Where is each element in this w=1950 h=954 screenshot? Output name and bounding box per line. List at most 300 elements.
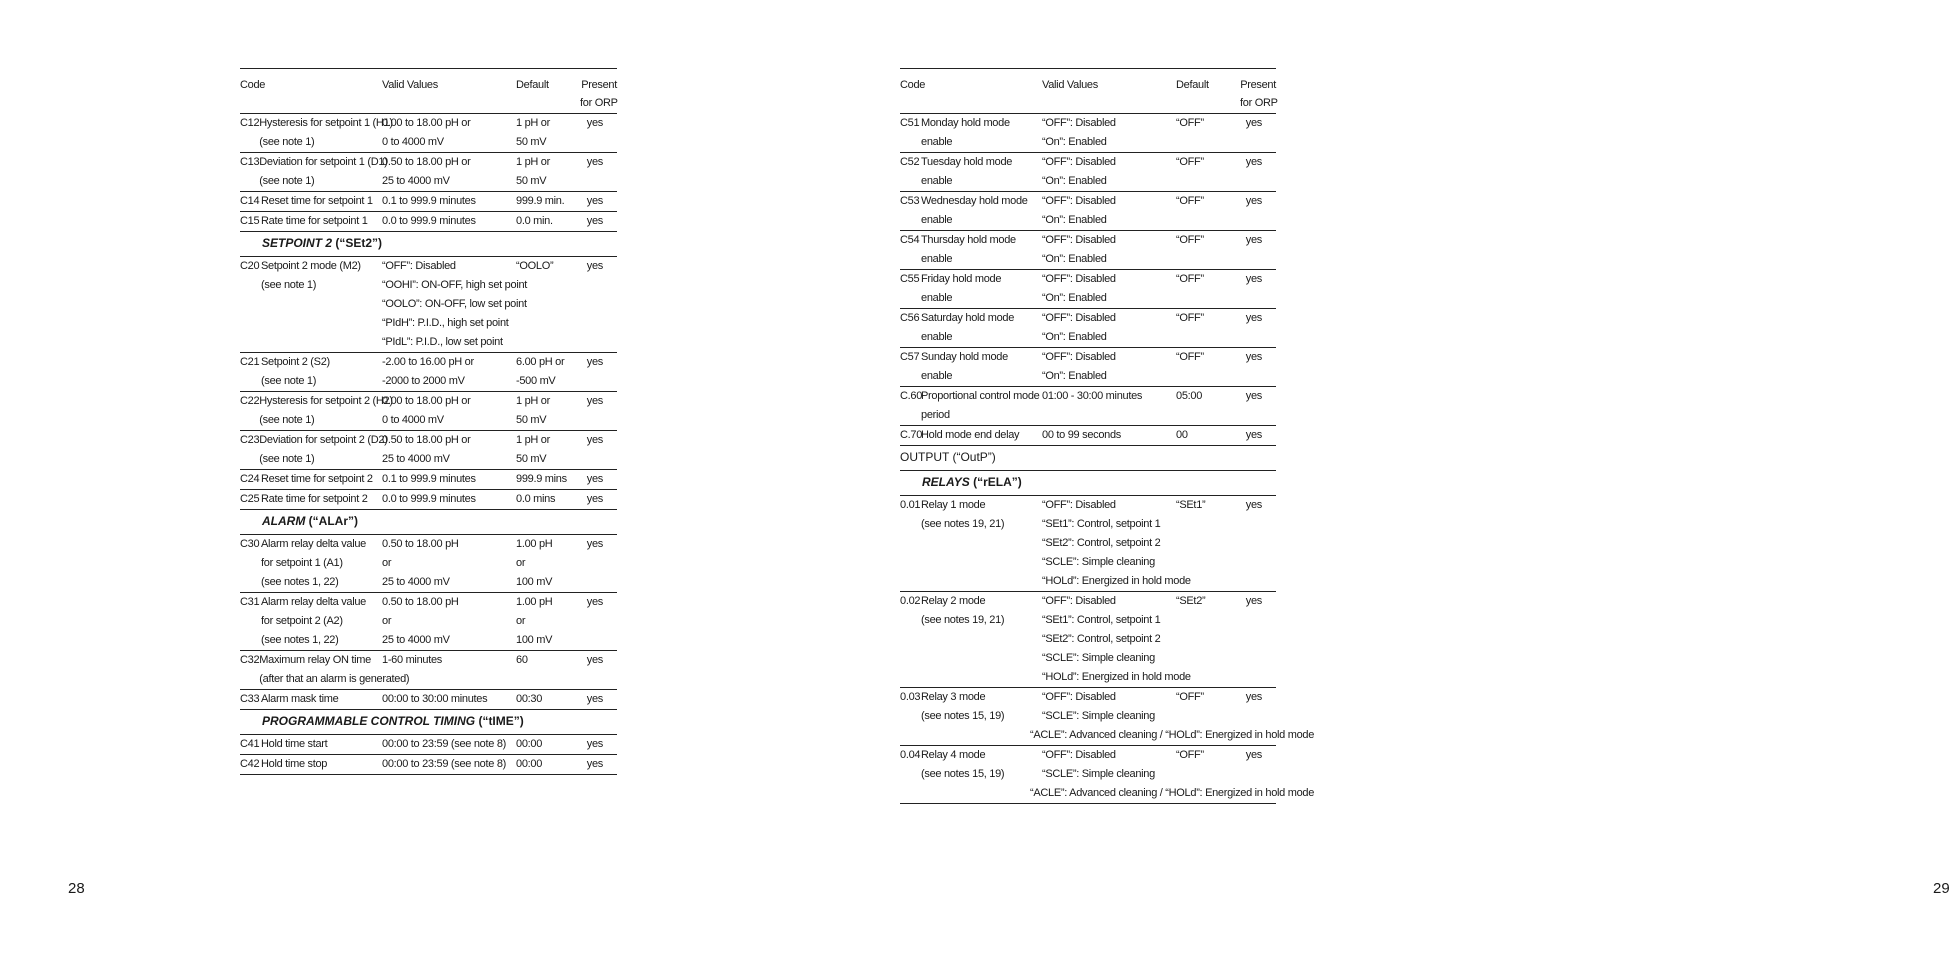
default-line: “SEt1” — [1176, 499, 1206, 511]
code-number: C24 — [240, 473, 260, 485]
valid-value-line: 0.0 to 999.9 minutes — [382, 215, 476, 227]
default-cell — [516, 651, 580, 689]
valid-values-cell — [382, 735, 516, 754]
valid-value-extra-line: “ACLE”: Advanced cleaning / “HOLd”: Energized in hold mode — [1030, 787, 1315, 799]
code-description — [261, 690, 338, 709]
table-row — [240, 353, 617, 392]
section-programmable-control-timing: PROGRAMMABLE CONTROL TIMING (“tIME”) — [240, 710, 617, 735]
description-line: (see notes 1, 22) — [261, 576, 339, 588]
table-row — [240, 392, 617, 431]
valid-value-line: 00:00 to 30:00 minutes — [382, 693, 488, 705]
section-setpoint-2: SETPOINT 2 (“SEt2”) — [240, 232, 617, 257]
present-for-orp-cell: yes — [1245, 499, 1262, 511]
valid-value-line: “OFF”: Disabled — [1042, 691, 1116, 703]
code-description — [921, 746, 1004, 784]
default-cell — [516, 690, 580, 709]
valid-value-line: 25 to 4000 mV — [382, 175, 450, 187]
default-cell — [1176, 688, 1240, 726]
code-description — [261, 535, 366, 592]
description-line: Friday hold mode — [921, 273, 1002, 285]
table-row — [900, 746, 1315, 804]
default-cell — [1176, 387, 1240, 425]
default-line: or — [516, 615, 526, 627]
present-for-orp-cell: yes — [586, 395, 603, 407]
description-line: Hold mode end delay — [921, 429, 1020, 441]
code-number: C20 — [240, 260, 260, 272]
code-description — [261, 353, 330, 391]
description-line: Hysteresis for setpoint 1 (H1) — [259, 117, 393, 129]
code-number: C.60 — [900, 390, 923, 402]
code-description — [261, 212, 368, 231]
header-default: Default — [516, 79, 549, 91]
code-number: C33 — [240, 693, 260, 705]
description-line: Proportional control mode — [921, 390, 1040, 402]
present-for-orp-cell: yes — [1245, 117, 1262, 129]
default-cell — [516, 490, 580, 509]
table-row — [900, 153, 1276, 192]
valid-value-line: 0.50 to 18.00 pH or — [382, 156, 471, 168]
code-cell — [900, 348, 1042, 386]
description-line: Reset time for setpoint 1 — [261, 195, 373, 207]
default-line: “OFF” — [1176, 312, 1204, 324]
default-line: 05:00 — [1176, 390, 1203, 402]
valid-value-line: -2000 to 2000 mV — [382, 375, 465, 387]
default-cell — [516, 593, 580, 650]
code-cell — [240, 690, 382, 709]
table-row — [240, 535, 617, 593]
description-line: Saturday hold mode — [921, 312, 1015, 324]
code-description — [261, 192, 373, 211]
code-cell — [240, 392, 393, 430]
valid-value-line: “On”: Enabled — [1042, 292, 1107, 304]
code-cell — [240, 535, 382, 592]
table-row — [240, 153, 617, 192]
present-for-orp-cell: yes — [586, 538, 603, 550]
present-for-orp-cell: yes — [586, 654, 603, 666]
present-for-orp-cell: yes — [586, 117, 603, 129]
description-line: (see note 1) — [261, 375, 317, 387]
valid-value-line: “SCLE”: Simple cleaning — [1042, 652, 1155, 664]
default-line: 100 mV — [516, 576, 553, 588]
code-description — [261, 490, 368, 509]
description-line: enable — [921, 136, 953, 148]
table-row — [240, 593, 617, 651]
table-row — [900, 426, 1276, 446]
valid-value-line: “SEt1”: Control, setpoint 1 — [1042, 614, 1161, 626]
valid-values-cell — [382, 114, 516, 152]
description-line: enable — [921, 292, 953, 304]
present-for-orp-cell: yes — [586, 493, 603, 505]
default-line: 6.00 pH or — [516, 356, 565, 368]
code-description — [921, 231, 1016, 269]
description-line: Thursday hold mode — [921, 234, 1016, 246]
code-description — [259, 392, 392, 430]
present-for-orp-cell: yes — [1245, 429, 1262, 441]
present-for-orp-cell: yes — [1245, 273, 1262, 285]
code-number: C42 — [240, 758, 260, 770]
default-line: 100 mV — [516, 634, 553, 646]
code-number: C15 — [240, 215, 260, 227]
code-number: C13 — [240, 156, 260, 168]
code-number: 0.02 — [900, 595, 921, 607]
code-number: C32 — [240, 654, 260, 666]
table-row — [900, 231, 1276, 270]
parameter-table-right — [900, 68, 1315, 804]
valid-value-line: 0.50 to 18.00 pH — [382, 596, 459, 608]
valid-value-line: “OFF”: Disabled — [1042, 273, 1116, 285]
present-for-orp-cell: yes — [1245, 312, 1262, 324]
code-cell — [900, 496, 1042, 591]
code-cell — [900, 114, 1042, 152]
valid-values-cell — [382, 755, 516, 774]
default-line: 1.00 pH — [516, 538, 553, 550]
default-line: “OFF” — [1176, 351, 1204, 363]
table-header — [240, 69, 617, 114]
table-row — [900, 688, 1315, 746]
table-row — [900, 387, 1276, 426]
default-line: 1 pH or — [516, 156, 550, 168]
table-row — [900, 114, 1276, 153]
default-line: 999.9 min. — [516, 195, 565, 207]
valid-values-cell — [382, 593, 516, 650]
code-cell — [900, 688, 1042, 726]
present-for-orp-cell: yes — [586, 260, 603, 272]
description-line: enable — [921, 214, 953, 226]
description-line: (see notes 19, 21) — [921, 614, 1005, 626]
default-line: “OFF” — [1176, 117, 1204, 129]
valid-value-line: “HOLd”: Energized in hold mode — [1042, 575, 1191, 587]
default-cell — [516, 153, 580, 191]
description-line: Hysteresis for setpoint 2 (H2) — [259, 395, 393, 407]
valid-values-cell — [1042, 114, 1176, 152]
default-cell — [1176, 153, 1240, 191]
code-cell — [240, 490, 382, 509]
table-header — [900, 69, 1276, 114]
code-number: C30 — [240, 538, 260, 550]
table-row — [240, 651, 617, 690]
present-for-orp-cell: yes — [586, 693, 603, 705]
code-description — [921, 270, 1001, 308]
default-line: or — [516, 557, 526, 569]
header-present: Present for ORP — [1240, 79, 1278, 109]
code-number: C12 — [240, 117, 260, 129]
section-output: OUTPUT (“OutP”) — [900, 446, 1276, 471]
default-line: “SEt2” — [1176, 595, 1206, 607]
code-cell — [240, 192, 382, 211]
present-for-orp-cell: yes — [586, 758, 603, 770]
code-cell — [240, 353, 382, 391]
valid-value-line: “OFF”: Disabled — [1042, 195, 1116, 207]
valid-value-line: “OFF”: Disabled — [382, 260, 456, 272]
description-line: Alarm mask time — [261, 693, 339, 705]
default-cell — [516, 192, 580, 211]
valid-value-line: 25 to 4000 mV — [382, 453, 450, 465]
valid-values-cell — [1042, 270, 1176, 308]
valid-value-line: 01:00 - 30:00 minutes — [1042, 390, 1143, 402]
valid-value-line: 0 to 4000 mV — [382, 136, 444, 148]
code-cell — [240, 257, 382, 352]
valid-value-line: 0.50 to 18.00 pH — [382, 538, 459, 550]
default-line: 50 mV — [516, 136, 547, 148]
code-description — [921, 153, 1012, 191]
description-line: (see note 1) — [259, 453, 315, 465]
code-number: C51 — [900, 117, 920, 129]
default-line: 0.0 mins — [516, 493, 556, 505]
valid-value-line: 00:00 to 23:59 (see note 8) — [382, 738, 506, 750]
description-line: Hold time start — [261, 738, 328, 750]
default-cell — [516, 535, 580, 592]
description-line: enable — [921, 370, 953, 382]
code-cell — [900, 592, 1042, 687]
description-line: Tuesday hold mode — [921, 156, 1013, 168]
valid-value-line: or — [382, 557, 392, 569]
code-number: C21 — [240, 356, 260, 368]
valid-values-cell — [382, 470, 516, 489]
default-cell — [516, 212, 580, 231]
valid-values-cell — [1042, 309, 1176, 347]
default-line: “OFF” — [1176, 195, 1204, 207]
description-line: (see note 1) — [261, 279, 317, 291]
valid-value-line: “OOLO”: ON-OFF, low set point — [382, 298, 527, 310]
description-line: Deviation for setpoint 1 (D1) — [259, 156, 388, 168]
default-cell — [1176, 592, 1240, 687]
default-line: 00:00 — [516, 738, 543, 750]
default-line: 1 pH or — [516, 395, 550, 407]
table-row — [900, 192, 1276, 231]
default-line: “OFF” — [1176, 749, 1204, 761]
default-cell — [516, 257, 580, 352]
table-row — [240, 470, 617, 490]
present-for-orp-cell: yes — [586, 473, 603, 485]
valid-values-cell — [382, 257, 528, 352]
default-line: “OFF” — [1176, 234, 1204, 246]
present-for-orp-cell: yes — [586, 596, 603, 608]
valid-values-cell — [382, 651, 516, 689]
description-line: Rate time for setpoint 2 — [261, 493, 368, 505]
header-valid-values: Valid Values — [382, 79, 438, 91]
code-cell — [240, 212, 382, 231]
description-line: Rate time for setpoint 1 — [261, 215, 368, 227]
code-description — [259, 114, 392, 152]
description-line: (see note 1) — [259, 414, 315, 426]
default-line: 50 mV — [516, 414, 547, 426]
code-cell — [240, 114, 393, 152]
description-line: for setpoint 2 (A2) — [261, 615, 343, 627]
default-line: “OOLO” — [516, 260, 554, 272]
valid-value-line: “OOHI”: ON-OFF, high set point — [382, 279, 528, 291]
default-line: 0.0 min. — [516, 215, 553, 227]
default-cell — [516, 114, 580, 152]
valid-value-line: “HOLd”: Energized in hold mode — [1042, 671, 1191, 683]
default-line: -500 mV — [516, 375, 556, 387]
default-cell — [1176, 270, 1240, 308]
default-line: 00:30 — [516, 693, 543, 705]
code-description — [921, 192, 1028, 230]
valid-values-cell — [382, 212, 516, 231]
table-row — [240, 755, 617, 775]
section-alarm: ALARM (“ALAr”) — [240, 510, 617, 535]
valid-value-line: 00 to 99 seconds — [1042, 429, 1121, 441]
valid-value-line: 25 to 4000 mV — [382, 576, 450, 588]
present-for-orp-cell: yes — [586, 215, 603, 227]
code-description — [259, 431, 387, 469]
description-line: Setpoint 2 mode (M2) — [261, 260, 361, 272]
description-line: (see notes 15, 19) — [921, 710, 1005, 722]
valid-values-cell — [1042, 231, 1176, 269]
valid-values-cell — [1042, 592, 1191, 687]
default-cell — [1176, 496, 1240, 591]
header-default: Default — [1176, 79, 1209, 91]
code-cell — [900, 426, 1042, 445]
code-number: 0.03 — [900, 691, 921, 703]
code-number: C41 — [240, 738, 260, 750]
default-line: 50 mV — [516, 453, 547, 465]
default-cell — [516, 755, 580, 774]
code-cell — [240, 153, 388, 191]
code-number: C14 — [240, 195, 260, 207]
valid-value-extra-line: “ACLE”: Advanced cleaning / “HOLd”: Energized in hold mode — [1030, 729, 1315, 741]
code-cell — [900, 270, 1042, 308]
default-cell — [1176, 231, 1240, 269]
code-number: C52 — [900, 156, 920, 168]
header-present: Present for ORP — [580, 79, 618, 109]
code-number: C53 — [900, 195, 920, 207]
code-number: 0.01 — [900, 499, 921, 511]
default-line: 00 — [1176, 429, 1188, 441]
description-line: (see note 1) — [259, 136, 315, 148]
description-line: Sunday hold mode — [921, 351, 1008, 363]
valid-values-cell — [382, 392, 516, 430]
code-description — [921, 592, 1004, 687]
code-cell — [240, 735, 382, 754]
description-line: Setpoint 2 (S2) — [261, 356, 330, 368]
valid-value-line: “PIdL”: P.I.D., low set point — [382, 336, 503, 348]
header-code: Code — [240, 79, 266, 91]
valid-value-line: “OFF”: Disabled — [1042, 234, 1116, 246]
page-number: 28 — [68, 880, 85, 897]
valid-values-cell — [1042, 153, 1176, 191]
default-line: 00:00 — [516, 758, 543, 770]
code-cell — [900, 231, 1042, 269]
present-for-orp-cell: yes — [1245, 390, 1262, 402]
code-cell — [900, 153, 1042, 191]
default-cell — [516, 392, 580, 430]
valid-value-line: 0.0 to 999.9 minutes — [382, 493, 476, 505]
description-line: period — [921, 409, 950, 421]
valid-value-line: “SCLE”: Simple cleaning — [1042, 556, 1155, 568]
description-line: (after that an alarm is generated) — [259, 673, 410, 685]
code-number: C56 — [900, 312, 920, 324]
valid-value-line: “SEt1”: Control, setpoint 1 — [1042, 518, 1161, 530]
valid-value-line: “On”: Enabled — [1042, 175, 1107, 187]
valid-values-cell — [382, 431, 516, 469]
valid-value-line: 0 to 4000 mV — [382, 414, 444, 426]
valid-value-line: 0.1 to 999.9 minutes — [382, 195, 476, 207]
code-cell — [900, 309, 1042, 347]
default-cell — [1176, 348, 1240, 386]
valid-value-line: “PIdH”: P.I.D., high set point — [382, 317, 509, 329]
table-row — [900, 270, 1276, 309]
valid-value-line: -2.00 to 16.00 pH or — [382, 356, 474, 368]
valid-values-cell — [1042, 192, 1176, 230]
description-line: Monday hold mode — [921, 117, 1010, 129]
table-row — [240, 114, 617, 153]
valid-value-line: 25 to 4000 mV — [382, 634, 450, 646]
header-code: Code — [900, 79, 926, 91]
default-cell — [1176, 746, 1240, 784]
code-description — [261, 755, 327, 774]
description-line: Relay 4 mode — [921, 749, 986, 761]
valid-value-line: “On”: Enabled — [1042, 136, 1107, 148]
description-line: enable — [921, 175, 953, 187]
present-for-orp-cell: yes — [1245, 234, 1262, 246]
valid-value-line: 1-60 minutes — [382, 654, 442, 666]
valid-values-cell — [382, 690, 516, 709]
parameter-table-left — [240, 68, 617, 775]
description-line: Alarm relay delta value — [261, 596, 366, 608]
valid-value-line: 00:00 to 23:59 (see note 8) — [382, 758, 506, 770]
table-row — [900, 348, 1276, 387]
description-line: (see notes 15, 19) — [921, 768, 1005, 780]
valid-values-cell — [1042, 387, 1176, 425]
present-for-orp-cell: yes — [1245, 691, 1262, 703]
code-description — [921, 309, 1014, 347]
code-cell — [240, 755, 382, 774]
present-for-orp-cell: yes — [586, 156, 603, 168]
code-number: C25 — [240, 493, 260, 505]
code-description — [259, 153, 387, 191]
code-number: C.70 — [900, 429, 923, 441]
description-line: Relay 2 mode — [921, 595, 986, 607]
default-cell — [1176, 309, 1240, 347]
present-for-orp-cell: yes — [586, 195, 603, 207]
code-description — [921, 348, 1008, 386]
description-line: (see notes 19, 21) — [921, 518, 1005, 530]
description-line: Deviation for setpoint 2 (D2) — [259, 434, 388, 446]
valid-values-cell — [1042, 426, 1176, 445]
code-description — [921, 387, 1039, 425]
default-line: “OFF” — [1176, 691, 1204, 703]
header-valid-values: Valid Values — [1042, 79, 1098, 91]
present-for-orp-cell: yes — [586, 738, 603, 750]
code-description — [261, 257, 361, 352]
code-description — [261, 470, 373, 489]
valid-value-line: 0.1 to 999.9 minutes — [382, 473, 476, 485]
valid-values-cell — [1042, 746, 1176, 784]
code-description — [921, 426, 1019, 445]
code-cell — [900, 387, 1042, 425]
default-line: 60 — [516, 654, 528, 666]
valid-value-line: “SCLE”: Simple cleaning — [1042, 768, 1155, 780]
valid-values-cell — [1042, 348, 1176, 386]
table-row — [900, 496, 1276, 592]
default-cell — [516, 735, 580, 754]
code-number: C54 — [900, 234, 920, 246]
present-for-orp-cell: yes — [1245, 351, 1262, 363]
description-line: Wednesday hold mode — [921, 195, 1028, 207]
code-cell — [240, 593, 382, 650]
table-row — [900, 309, 1276, 348]
valid-value-line: “OFF”: Disabled — [1042, 312, 1116, 324]
table-row — [240, 431, 617, 470]
default-line: 1.00 pH — [516, 596, 553, 608]
code-description — [921, 496, 1004, 591]
code-cell — [240, 651, 410, 689]
valid-value-line: or — [382, 615, 392, 627]
right-page — [676, 0, 1950, 954]
code-number: C57 — [900, 351, 920, 363]
default-cell — [1176, 114, 1240, 152]
